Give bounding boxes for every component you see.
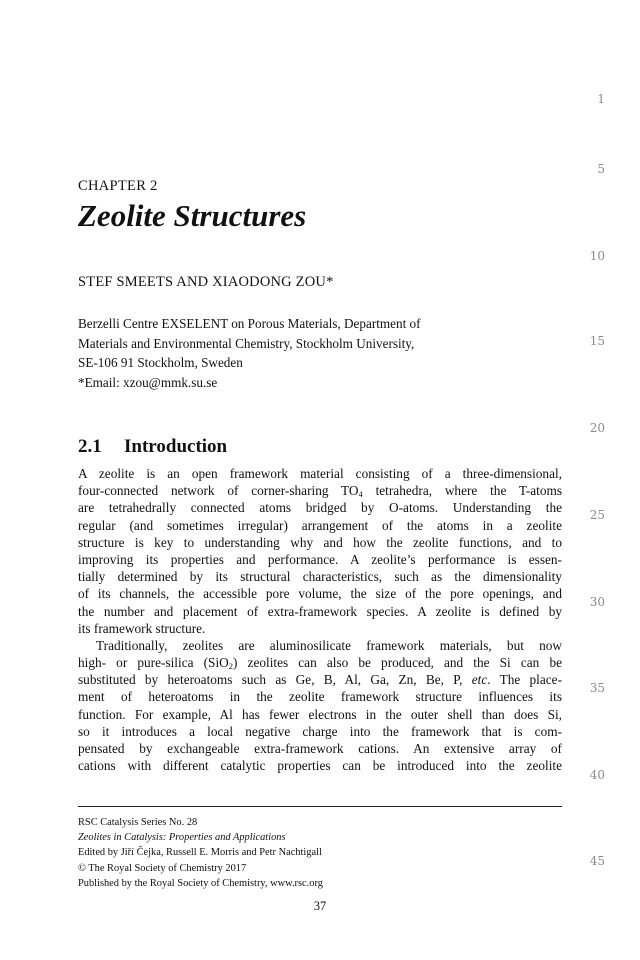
line-number: 45 xyxy=(589,854,605,868)
text-line: ment of heteroatoms in the zeolite framework structure influences its xyxy=(78,689,562,705)
text-line: so it introduces a local negative charge into the framework that is com- xyxy=(78,723,562,739)
series-line: RSC Catalysis Series No. 28 xyxy=(78,817,198,828)
body-text xyxy=(78,465,562,774)
affiliation-line: Materials and Environmental Chemistry, Stockholm University, xyxy=(78,335,415,351)
paragraph xyxy=(78,637,562,775)
text-line: high- or pure-silica (SiO$_2$) zeolites can also be produced, and the Si can be xyxy=(78,655,562,672)
text-line: its framework structure. xyxy=(78,620,206,636)
authors: STEF SMEETS AND XIAODONG ZOU* xyxy=(78,274,334,290)
chapter-label: CHAPTER 2 xyxy=(78,178,158,194)
line-number: 40 xyxy=(589,768,605,782)
text-line: substituted by heteroatoms such as Ge, B, Al, Ga, Zn, Be, P, etc. The place- xyxy=(78,672,562,688)
text-line: the number and placement of extra-framework species. A zeolite is defined by xyxy=(78,603,562,619)
line-number: 25 xyxy=(589,508,605,522)
footer-rule xyxy=(78,806,562,807)
line-number: 5 xyxy=(597,162,605,176)
text-line: four-connected network of corner-sharing $TO_4$ tetrahedra, where the T-atoms xyxy=(78,483,562,500)
line-number: 10 xyxy=(589,249,605,263)
text-line: tially determined by its structural characteristics, such as the dimensionality xyxy=(78,569,562,585)
affiliation xyxy=(78,314,421,392)
copyright-line: © The Royal Society of Chemistry 2017 xyxy=(78,862,247,874)
affiliation-email: *Email: xzou@mmk.su.se xyxy=(78,374,218,390)
text-line: pensated by exchangeable extra-framework cations. An extensive array of xyxy=(78,741,562,756)
text-line: regular (and sometimes irregular) arrangement of the atoms in a zeolite xyxy=(78,517,562,533)
line-number: 1 xyxy=(597,92,605,106)
paragraph xyxy=(78,465,562,637)
affiliation-line: Berzelli Centre EXSELENT on Porous Materials, Department of xyxy=(78,316,421,331)
section-number: 2.1 xyxy=(78,436,102,457)
text-line: cations with different catalytic properties can be introduced into the zeolite xyxy=(78,758,562,774)
line-number: 15 xyxy=(589,334,605,348)
editors-line: Edited by Jiří Čejka, Russell E. Morris and Petr Nachtigall xyxy=(78,847,322,859)
text-line: are tetrahedrally connected atoms bridged by O-atoms. Understanding the xyxy=(78,500,562,516)
line-number: 20 xyxy=(589,421,605,435)
section-title: Introduction xyxy=(124,436,228,457)
publisher-line: Published by the Royal Society of Chemistry, www.rsc.org xyxy=(78,877,323,889)
chapter-title: Zeolite Structures xyxy=(78,198,307,233)
text-line: function. For example, Al has fewer electrons in the outer shell than does Si, xyxy=(78,706,562,722)
line-number: 35 xyxy=(589,681,605,695)
page-number: 37 xyxy=(313,899,327,913)
footer xyxy=(78,815,323,891)
text-line: of its channels, the accessible pore volume, the size of the pore openings, and xyxy=(78,586,562,602)
text-line: structure is key to understanding why and how the zeolite functions, and to xyxy=(78,534,562,550)
text-line: A zeolite is an open framework material consisting of a three-dimensional, xyxy=(78,466,562,481)
section-heading xyxy=(78,436,227,458)
line-number: 30 xyxy=(589,595,605,609)
affiliation-line: SE-106 91 Stockholm, Sweden xyxy=(78,355,243,371)
text-line: Traditionally, zeolites are aluminosilicate framework materials, but now xyxy=(96,637,562,653)
book-title: Zeolites in Catalysis: Properties and Applications xyxy=(78,832,286,844)
text-line: improving its properties and performance. A zeolite’s performance is essen- xyxy=(78,551,562,567)
